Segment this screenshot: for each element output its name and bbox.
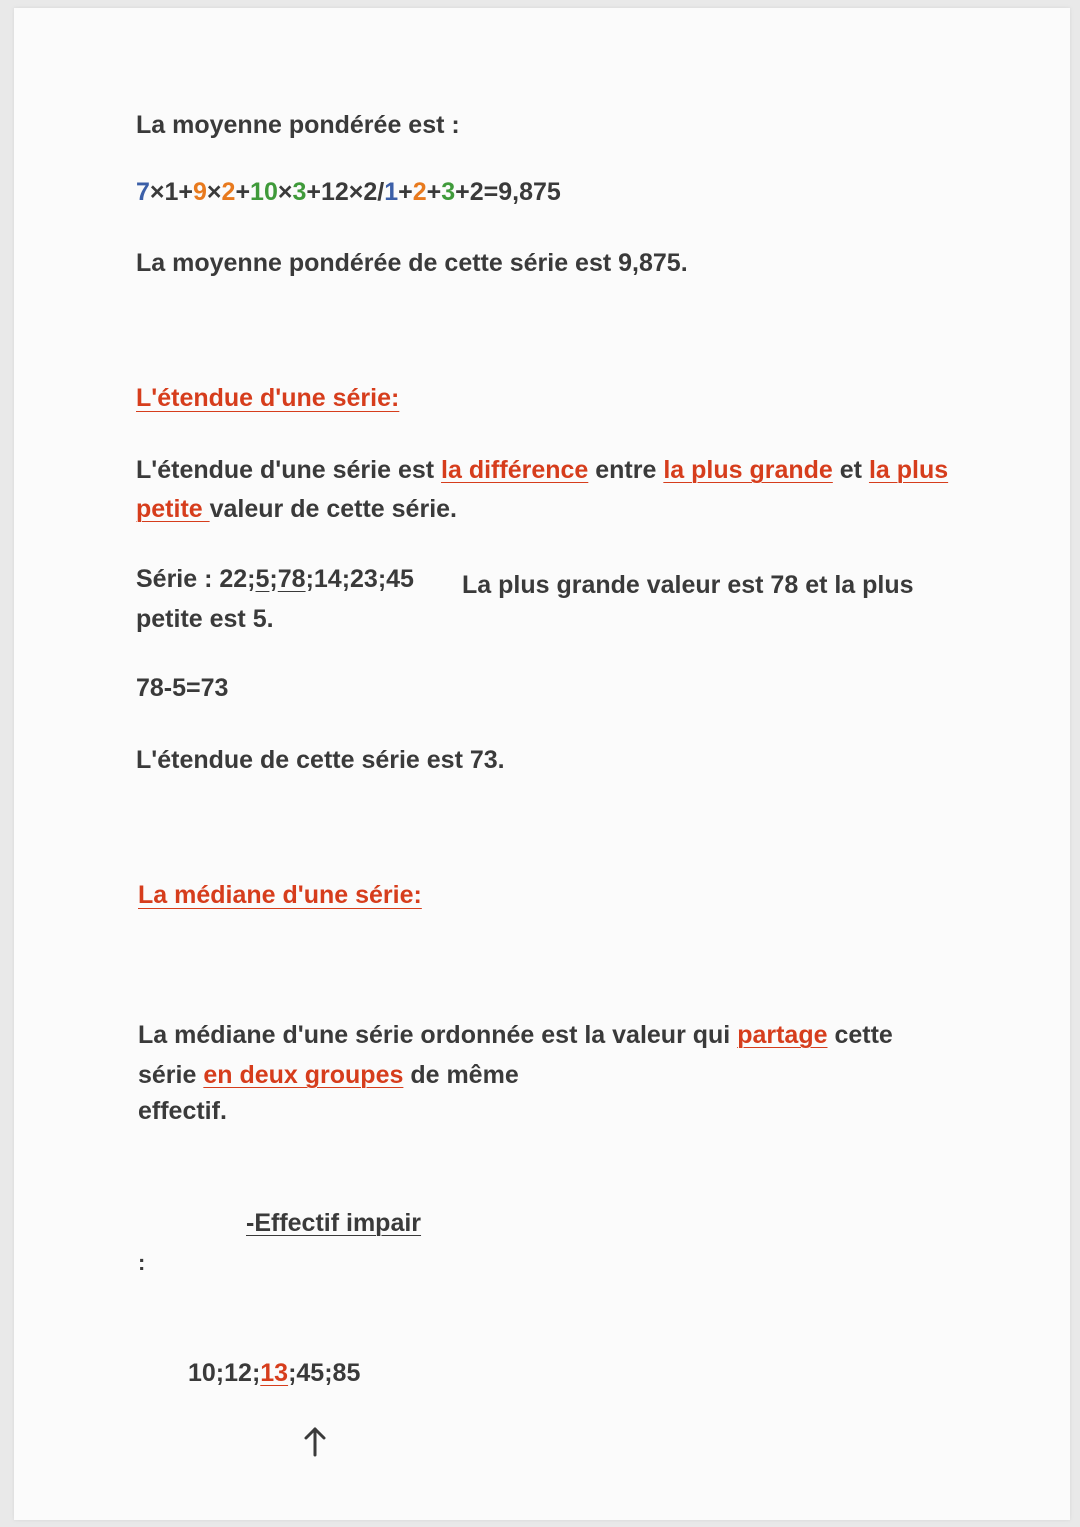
moyenne-conclusion: La moyenne pondérée de cette série est 9,875. xyxy=(136,249,688,277)
formula-token: 10 xyxy=(250,178,278,206)
etendue-serie xyxy=(136,564,414,594)
etendue-def-highlight-difference: la différence xyxy=(441,456,589,484)
formula-token: 2 xyxy=(221,178,236,206)
etendue-serie-min: 5 xyxy=(255,565,270,593)
etendue-def-highlight-petite: petite xyxy=(136,495,210,523)
formula-token: + xyxy=(398,178,413,206)
etendue-calculation: 78-5=73 xyxy=(136,674,229,702)
etendue-def-text: entre xyxy=(588,456,664,484)
mediane-definition-line2 xyxy=(138,1060,519,1090)
formula-token: × xyxy=(206,178,222,206)
formula-token: + xyxy=(426,178,442,206)
mediane-def-text: cette xyxy=(827,1021,893,1049)
formula-token: 3 xyxy=(441,178,456,206)
mediane-def-text: série xyxy=(138,1061,204,1089)
mediane-heading: La médiane d'une série: xyxy=(138,881,422,909)
mediane-colon: : xyxy=(138,1250,146,1275)
mediane-def-highlight-deux-groupes: en deux groupes xyxy=(203,1061,404,1089)
formula-token: 9 xyxy=(193,178,207,206)
etendue-serie-note-line2: petite est 5. xyxy=(136,605,274,633)
etendue-definition-line2 xyxy=(136,494,457,524)
formula-token: × xyxy=(277,178,293,206)
etendue-def-highlight-plus-grande: la plus grande xyxy=(663,456,833,484)
mediane-serie xyxy=(188,1358,360,1388)
etendue-serie-note-line1: La plus grande valeur est 78 et la plus xyxy=(462,571,914,599)
formula-token: + xyxy=(235,178,251,206)
mediane-definition-line1 xyxy=(138,1020,893,1050)
formula-token: 1 xyxy=(384,178,399,206)
mediane-serie-part: 10;12; xyxy=(188,1359,261,1387)
etendue-def-highlight-la-plus: la plus xyxy=(868,456,949,484)
etendue-def-text: valeur de cette série. xyxy=(209,495,457,523)
etendue-def-text: L'étendue d'une série est xyxy=(136,456,442,484)
etendue-serie-max: 78 xyxy=(277,565,306,593)
mediane-serie-part: ;45;85 xyxy=(288,1359,361,1387)
formula-token: 2 xyxy=(412,178,427,206)
moyenne-formula xyxy=(136,177,561,207)
etendue-heading: L'étendue d'une série: xyxy=(136,384,400,412)
mediane-serie-median-value: 13 xyxy=(260,1359,289,1387)
etendue-serie-label: Série : 22; xyxy=(136,565,256,593)
etendue-conclusion: L'étendue de cette série est 73. xyxy=(136,746,505,774)
mediane-def-text: La médiane d'une série ordonnée est la valeur qui xyxy=(138,1021,738,1049)
etendue-serie-sep: ; xyxy=(269,565,278,593)
up-arrow-icon xyxy=(302,1425,328,1459)
formula-token: +12×2/ xyxy=(306,178,385,206)
etendue-def-text: et xyxy=(832,456,869,484)
mediane-definition-line3: effectif. xyxy=(138,1097,227,1125)
formula-token: 7 xyxy=(136,178,150,206)
etendue-definition-line1 xyxy=(136,455,948,485)
formula-token: +2=9,875 xyxy=(455,178,561,206)
moyenne-intro: La moyenne pondérée est : xyxy=(136,111,460,139)
formula-token: ×1+ xyxy=(149,178,194,206)
etendue-serie-rest: ;14;23;45 xyxy=(305,565,414,593)
formula-token: 3 xyxy=(292,178,307,206)
mediane-def-text: de même xyxy=(403,1061,519,1089)
mediane-def-highlight-partage: partage xyxy=(737,1021,828,1049)
mediane-case-title: -Effectif impair xyxy=(246,1209,422,1237)
